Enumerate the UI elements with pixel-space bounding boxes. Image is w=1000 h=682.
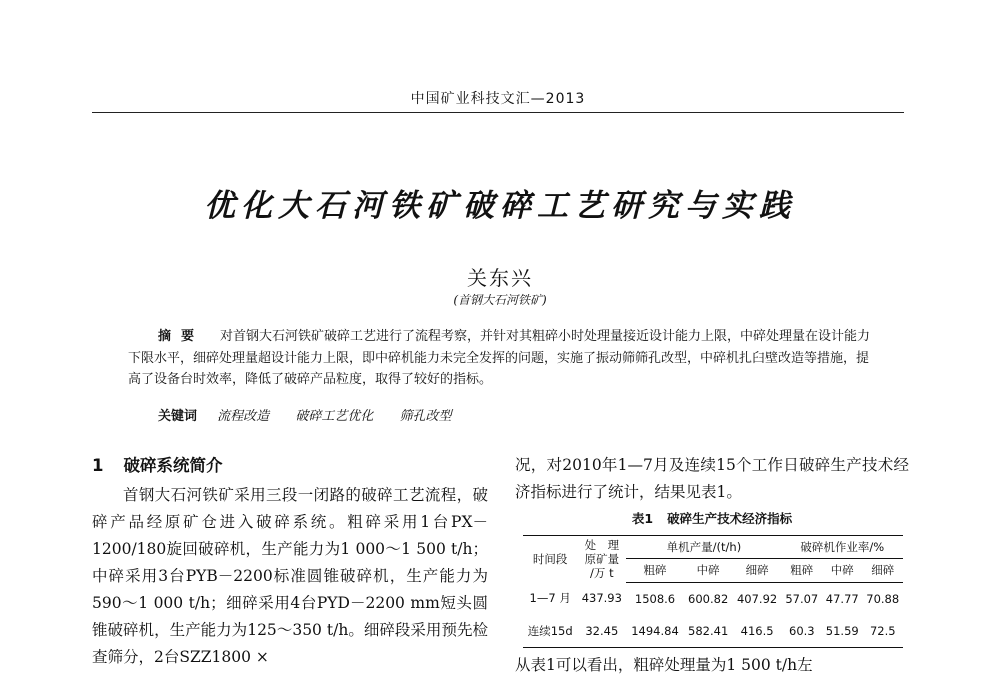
- sub-header-coarse: 粗碎: [782, 559, 822, 582]
- right-column: [515, 452, 909, 679]
- keywords: [158, 405, 473, 424]
- after-table-paragraph: 从表1可以看出，粗碎处理量为1 500 t/h左: [515, 655, 813, 674]
- cell-rate-coarse: 57.07: [785, 591, 819, 606]
- table-caption-text: 破碎生产技术经济指标: [667, 511, 793, 526]
- cell-output-coarse: 1494.84: [626, 615, 683, 648]
- cell-period: 连续15d: [523, 615, 577, 648]
- section-title: 破碎系统简介: [123, 456, 223, 475]
- abstract-text: 对首钢大石河铁矿破碎工艺进行了流程考察，并针对其粗碎小时处理量接近设计能力上限，中碎处理量在设计能力下限水平，细碎处理量超设计能力上限，即中碎机能力未完全发挥的问题，实施了振动筛筛孔改型，中碎机扎臼壁改造等措施，提高了设备台时效率，降低了破碎产品粒度，取得了较好的指标。: [128, 329, 871, 387]
- keyword: 筛孔改型: [399, 409, 452, 424]
- sub-header-fine: 细碎: [862, 559, 903, 582]
- group-output-header: 单机产量/(t/h): [626, 536, 781, 559]
- sub-header-medium: 中碎: [822, 559, 862, 582]
- col-period-header: 时间段: [523, 536, 577, 583]
- header-rule: [92, 112, 904, 113]
- col-volume-top: 处 理: [584, 538, 620, 552]
- section-paragraph: 首钢大石河铁矿采用三段一闭路的破碎工艺流程，破碎产品经原矿仓进入破碎系统。粗碎采用1台PX－1200/180旋回破碎机，生产能力为1 000～1 500 t/h；中碎采用3台PYB－2200标准圆锥破碎机，生产能力为590～1 000 t/h；细碎采用4台PYD－2200 mm短头圆锥破碎机，生产能力为125～350 t/h。细碎段采用预先检查筛分，2台SZZ1800 ×: [92, 486, 488, 666]
- table-caption-number: 表1: [631, 511, 654, 526]
- sub-header-medium: 中碎: [684, 559, 733, 582]
- keywords-label: 关键词: [158, 409, 198, 424]
- table-row: [523, 615, 903, 648]
- cell-output-medium: 600.82: [688, 591, 729, 606]
- section-number: 1: [92, 456, 104, 475]
- cell-output-fine: 407.92: [736, 591, 778, 606]
- cell-output-medium: 582.41: [684, 615, 733, 648]
- author-affiliation: (首钢大石河铁矿): [453, 293, 547, 307]
- abstract-label: 摘要: [158, 329, 205, 344]
- running-head: 中国矿业科技文汇—2013: [410, 91, 586, 107]
- cell-period: 1—7 月: [529, 591, 571, 606]
- paper-title: 优化大石河铁矿破碎工艺研究与实践: [204, 188, 796, 224]
- cell-rate-coarse: 60.3: [782, 615, 822, 648]
- data-table: [523, 535, 903, 648]
- table-caption: [515, 509, 909, 529]
- col-volume-mid: 原矿量: [584, 552, 620, 566]
- cell-rate-fine: 72.5: [862, 615, 903, 648]
- keyword: 流程改造: [217, 409, 270, 424]
- cell-output-fine: 416.5: [733, 615, 782, 648]
- cell-volume: 32.45: [577, 615, 626, 648]
- author-name: 关东兴: [467, 266, 533, 290]
- section-heading: [92, 452, 488, 479]
- right-intro-paragraph: 况，对2010年1—7月及连续15个工作日破碎生产技术经济指标进行了统计，结果见表1。: [515, 456, 909, 501]
- cell-output-coarse: 1508.6: [634, 591, 676, 606]
- col-volume-unit: /万 t: [590, 566, 614, 580]
- keyword: 破碎工艺优化: [295, 409, 374, 424]
- left-column: [92, 452, 488, 671]
- abstract: [128, 326, 874, 391]
- col-volume-header: [577, 536, 626, 583]
- cell-rate-fine: 70.88: [866, 591, 900, 606]
- cell-volume: 437.93: [581, 591, 622, 606]
- cell-rate-medium: 51.59: [822, 615, 862, 648]
- sub-header-coarse: 粗碎: [626, 559, 683, 582]
- group-rate-header: 破碎机作业率/%: [782, 536, 903, 559]
- table-row: [523, 582, 903, 615]
- sub-header-fine: 细碎: [733, 559, 782, 582]
- cell-rate-medium: 47.77: [825, 591, 859, 606]
